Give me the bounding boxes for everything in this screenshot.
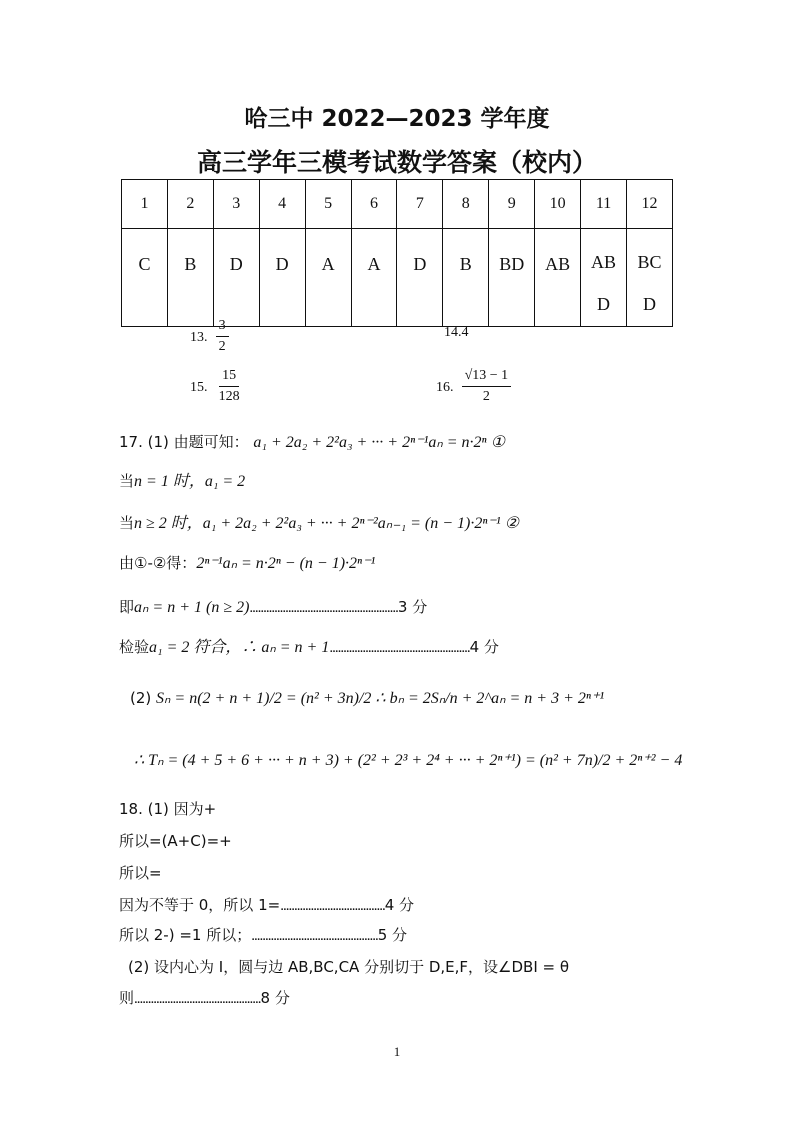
question-number: 8 <box>443 180 489 229</box>
q13-answer <box>190 316 232 357</box>
score-mark: 4 分 <box>384 896 415 914</box>
q17-text: 当 <box>119 514 135 532</box>
score-mark: 8 分 <box>260 989 290 1007</box>
question-number: 7 <box>397 180 443 229</box>
q13-denominator: 2 <box>218 339 226 354</box>
q17-line-1 <box>119 431 505 452</box>
answer-cell: AB D <box>581 229 627 327</box>
score-leader: ...................................................... <box>249 600 398 616</box>
answer-cell: D <box>259 229 305 327</box>
question-number: 4 <box>259 180 305 229</box>
q17-text: 由①-②得： <box>119 554 197 572</box>
q14-label: 14. <box>444 325 462 340</box>
answer-cell: D <box>213 229 259 327</box>
q17-line-6 <box>119 634 499 657</box>
q18-text: 因为不等于 0，所以 1= <box>119 896 281 914</box>
question-number: 9 <box>489 180 535 229</box>
score-leader: ................................................... <box>329 640 470 656</box>
question-number: 6 <box>351 180 397 229</box>
score-mark: 5 分 <box>377 926 408 944</box>
q17-verify: a₁ = 2 符合，∴ aₙ = n + 1 <box>149 639 330 656</box>
question-number: 11 <box>581 180 627 229</box>
question-number: 1 <box>122 180 168 229</box>
q18-line-6: (2) 设内心为 I，圆与边 AB,BC,CA 分别切于 D,E,F，设∠DBI = θ <box>128 958 570 976</box>
q17-tn-formula: ∴ Tₙ = (4 + 5 + 6 + ··· + n + 3) + (2² + 2³ + 2⁴ + ··· + 2ⁿ⁺¹) = (n² + 7n)/2 + 2ⁿ⁺² − 4 <box>134 752 683 769</box>
q16-fraction <box>462 366 512 407</box>
q15-answer <box>190 366 246 407</box>
q18-line-7 <box>119 987 290 1008</box>
q17-text: 检验 <box>119 638 150 656</box>
q17-part-2 <box>130 688 604 708</box>
q14-value: 4 <box>461 325 469 340</box>
q17-text: 即 <box>119 598 135 616</box>
q17-part-2-label: (2) <box>130 689 152 707</box>
q15-numerator: 15 <box>219 366 239 387</box>
q15-denominator: 128 <box>218 389 240 404</box>
q18-line-4 <box>119 894 414 915</box>
page-number: 1 <box>393 1044 401 1059</box>
q17-general-term: aₙ = n + 1 (n ≥ 2) <box>134 599 250 616</box>
q17-intro: 17. (1) 由题可知： <box>119 433 249 451</box>
answer-cell: B <box>167 229 213 327</box>
q16-denominator: 2 <box>482 389 490 404</box>
q18-line-3: 所以= <box>119 864 162 882</box>
q17-tn <box>134 750 682 770</box>
answer-cell: B <box>443 229 489 327</box>
answer-cell: A <box>305 229 351 327</box>
answer-table-answer-row <box>122 229 673 327</box>
q18-line-5 <box>119 924 407 945</box>
title-line-1: 哈三中 2022—2023 学年度 <box>244 106 550 132</box>
q18-line-1: 18. (1) 因为+ <box>119 800 217 818</box>
answer-cell: A <box>351 229 397 327</box>
question-number: 10 <box>535 180 581 229</box>
answer-cell: D <box>397 229 443 327</box>
score-leader: .............................................. <box>251 928 378 944</box>
score-mark: 3 分 <box>397 598 428 616</box>
q18-line-2: 所以=(A+C)=+ <box>119 832 232 850</box>
question-number: 3 <box>213 180 259 229</box>
q15-fraction <box>216 366 243 407</box>
q16-answer <box>436 366 514 407</box>
answer-cell: AB <box>535 229 581 327</box>
q18-text: 则 <box>119 989 135 1007</box>
q17-equation-2: n ≥ 2 时，a₁ + 2a₂ + 2²a₃ + ··· + 2ⁿ⁻²aₙ₋₁ = (n − 1)·2ⁿ⁻¹ ② <box>134 515 520 532</box>
score-leader: .............................................. <box>134 991 261 1007</box>
q17-line-5 <box>119 596 427 617</box>
q17-case-n1: n = 1 时，a₁ = 2 <box>134 473 246 490</box>
answer-table-header-row <box>122 180 673 229</box>
question-number: 12 <box>626 180 672 229</box>
answer-cell: C <box>122 229 168 327</box>
score-mark: 4 分 <box>469 638 499 656</box>
q15-label: 15. <box>190 380 208 395</box>
q17-line-3 <box>119 510 519 533</box>
q17-text: 当 <box>119 472 135 490</box>
q16-label: 16. <box>436 380 454 395</box>
q16-numerator: √13 − 1 <box>462 366 512 387</box>
q17-equation-1: a₁ + 2a₂ + 2²a₃ + ··· + 2ⁿ⁻¹aₙ = n·2ⁿ ① <box>253 434 505 451</box>
q17-line-4 <box>119 552 375 573</box>
answer-table <box>121 179 673 327</box>
title-line-2: 高三学年三模考试数学答案（校内） <box>196 148 597 177</box>
q13-fraction <box>216 316 229 357</box>
q18-text: 所以 2-) =1 所以； <box>119 926 252 944</box>
question-number: 2 <box>167 180 213 229</box>
q17-sn-bn: Sₙ = n(2 + n + 1)/2 = (n² + 3n)/2 ∴ bₙ = 2Sₙ/n + 2^aₙ = n + 3 + 2ⁿ⁺¹ <box>156 690 605 707</box>
q17-line-2 <box>119 468 245 491</box>
q13-label: 13. <box>190 330 208 345</box>
answer-cell: BD <box>489 229 535 327</box>
q14-answer <box>444 325 469 341</box>
q13-numerator: 3 <box>216 316 229 337</box>
score-leader: ...................................... <box>280 898 385 914</box>
answer-cell: BC D <box>626 229 672 327</box>
question-number: 5 <box>305 180 351 229</box>
q17-subtraction: 2ⁿ⁻¹aₙ = n·2ⁿ − (n − 1)·2ⁿ⁻¹ <box>196 555 376 572</box>
